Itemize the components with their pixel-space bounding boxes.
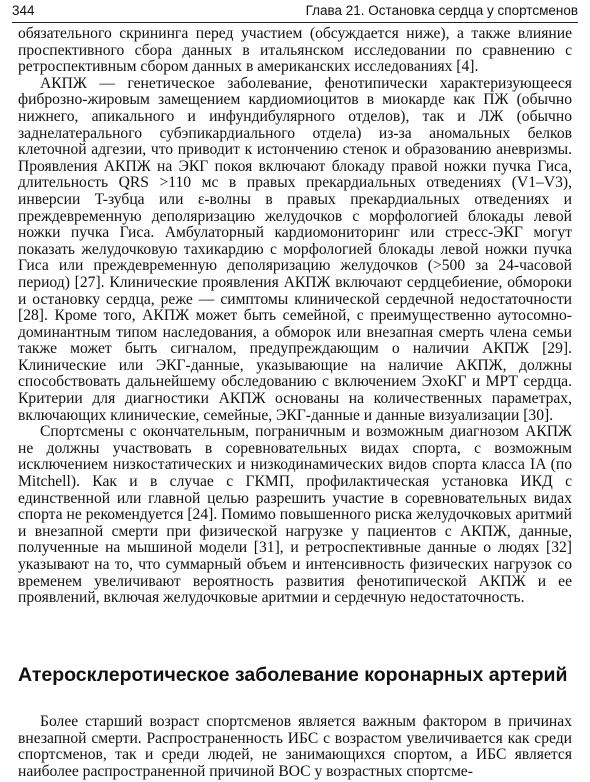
paragraph-arvc-description: АКПЖ — генетическое заболевание, фенотипически характеризующееся фиброзно-жировым замещением кардиомиоцитов в миокарде как ПЖ (обычно нижнего, апикального и инфундибулярного отделов), так и ЛЖ (обычно заднелатерального субэпикардиального отдела) из-за аномальных белков клеточной адгезии, что приводит к истончению стенок и образованию аневризмы. Проявления АКПЖ на ЭКГ покоя включают блокаду правой ножки пучка Гиса, длительность QRS >110 мс в правых прекардиальных отведениях (V1–V3), инверсии T-зубца или ε-волны в правых прекардиальных отведениях и преждевременную деполяризацию желудочков с морфологией блокады левой ножки пучка Гиса. Амбулаторный кардиомониторинг или стресс-ЭКГ могут показать желудочковую тахикардию с морфологией блокады левой ножки пучка Гиса или преждевременную деполяризацию желудочков (>500 за 24-часовой период) [27]. Клинические проявления АКПЖ включают сердцебиение, обмороки и остановку сердца, реже — симптомы клинической сердечной недостаточности [28]. Кроме того, АКПЖ может быть семейной, с преимущественно аутосомно-доминантным типом наследования, а обморок или внезапная смерть члена семьи также может быть сигналом, предупреждающим о наличии АКПЖ [29]. Клинические или ЭКГ-данные, указывающие на наличие АКПЖ, должны способствовать дальнейшему обследованию с включением ЭхоКГ и МРТ сердца. Критерии для диагностики АКПЖ основаны на количественных параметрах, включающих клинические, семейные, ЭКГ-данные и данные визуализации [30].	[18, 74, 572, 424]
paragraph-arvc-athletes: Спортсмены с окончательным, пограничным и возможным диагнозом АКПЖ не должны участвовать в соревновательных видах спорта, с возможным исключением низкостатических и низкодинамических видов спорта класса IA (по Mitchell). Как и в случае с ГКМП, профилактическая установка ИКД с единственной или главной целью разрешить участие в соревновательных видах спорта не рекомендуется [24]. Помимо повышенного риска желудочковых аритмий и внезапной смерти при физической нагрузке у пациентов с АКПЖ, данные, полученные на мышиной модели [31], и ретроспективные данные о людях [32] указывают на то, что суммарный объем и интенсивность физических нагрузок со временем увеличивают вероятность развития фенотипической АКПЖ и ее проявлений, включая желудочковые аритмии и сердечную недостаточность.	[18, 423, 572, 607]
running-title: Глава 21. Остановка сердца у спортсменов	[305, 3, 578, 18]
body-text	[18, 26, 572, 607]
page-number: 344	[12, 3, 35, 18]
section-heading: Атеросклеротическое заболевание коронарных артерий	[18, 664, 568, 686]
section-text	[18, 714, 572, 780]
paragraph-cad-intro: Более старший возраст спортсменов является важным фактором в причинах внезапной смерти. Распространенность ИБС с возрастом увеличивается как среди спортсменов, так и среди людей, не занимающихся спортом, а ИБС является наиболее распространенной причиной ВОС у возрастных спортсме-	[18, 713, 572, 780]
page-header	[12, 0, 578, 23]
paragraph-continuation: обязательного скрининга перед участием (обсуждается ниже), а также влияние проспективного сбора данных в итальянском исследовании по сравнению с ретроспективным сбором данных в американских исследованиях [4].	[18, 25, 572, 76]
